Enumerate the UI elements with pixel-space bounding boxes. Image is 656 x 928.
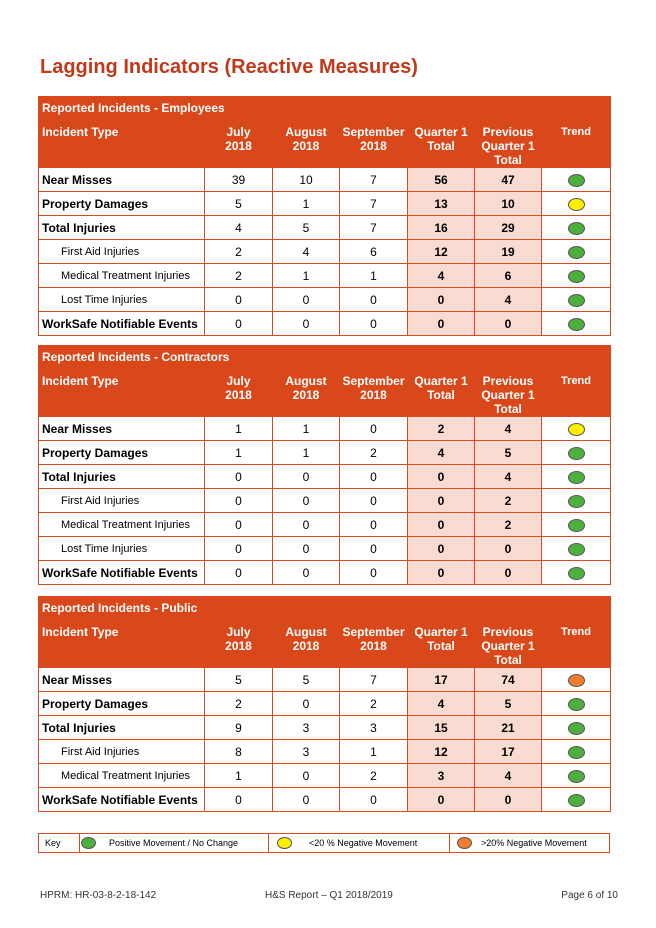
cell-july: 0 [205,788,273,812]
trend-yellow-circle-icon [568,423,585,436]
table-row [39,740,611,764]
col-q1-total: Quarter 1 Total [408,368,475,417]
cell-september: 0 [340,312,408,336]
cell-july: 4 [205,216,273,240]
table-row [39,417,611,441]
trend-green-circle-icon [568,495,585,508]
col-august: August 2018 [273,119,340,168]
cell-previous-total: 29 [475,216,542,240]
trend-green-circle-icon [568,294,585,307]
cell-q1-total: 0 [408,513,475,537]
cell-september: 2 [340,692,408,716]
cell-trend [542,740,611,764]
cell-july: 2 [205,240,273,264]
col-q1-total: Quarter 1 Total [408,619,475,668]
cell-q1-total: 0 [408,288,475,312]
cell-previous-total: 0 [475,537,542,561]
row-label: First Aid Injuries [39,240,205,264]
cell-august: 0 [273,764,340,788]
section-heading: Reported Incidents - Public [39,597,611,619]
legend-key [38,833,610,853]
cell-july: 1 [205,441,273,465]
table-row [39,537,611,561]
trend-green-circle-icon [568,567,585,580]
table-row [39,489,611,513]
table-row [39,264,611,288]
cell-q1-total: 3 [408,764,475,788]
orange-circle-icon [457,837,472,849]
trend-green-circle-icon [568,222,585,235]
cell-q1-total: 4 [408,441,475,465]
cell-august: 3 [273,716,340,740]
cell-july: 0 [205,537,273,561]
cell-september: 0 [340,417,408,441]
cell-september: 0 [340,288,408,312]
key-minor-label: <20 % Negative Movement [309,838,418,848]
cell-august: 1 [273,192,340,216]
cell-previous-total: 47 [475,168,542,192]
cell-august: 4 [273,240,340,264]
table-row [39,312,611,336]
cell-september: 3 [340,716,408,740]
cell-trend [542,465,611,489]
cell-previous-total: 0 [475,312,542,336]
incident-table [38,345,610,585]
table-row [39,288,611,312]
row-label: WorkSafe Notifiable Events [39,312,205,336]
cell-september: 0 [340,561,408,585]
yellow-circle-icon [277,837,292,849]
row-label: Near Misses [39,168,205,192]
cell-september: 0 [340,513,408,537]
cell-july: 5 [205,192,273,216]
cell-previous-total: 0 [475,788,542,812]
col-july: July 2018 [205,619,273,668]
table-row [39,788,611,812]
section-heading: Reported Incidents - Employees [39,97,611,119]
cell-trend [542,764,611,788]
cell-trend [542,441,611,465]
cell-q1-total: 0 [408,788,475,812]
table-row [39,513,611,537]
cell-august: 5 [273,216,340,240]
table-row [39,465,611,489]
trend-green-circle-icon [568,746,585,759]
cell-q1-total: 4 [408,692,475,716]
row-label: Property Damages [39,192,205,216]
cell-trend [542,312,611,336]
col-september: September 2018 [340,119,408,168]
cell-august: 3 [273,740,340,764]
cell-september: 7 [340,668,408,692]
cell-trend [542,537,611,561]
cell-previous-total: 21 [475,716,542,740]
key-major-label: >20% Negative Movement [481,838,587,848]
cell-trend [542,561,611,585]
row-label: Near Misses [39,417,205,441]
cell-previous-total: 5 [475,692,542,716]
green-circle-icon [81,837,96,849]
cell-september: 2 [340,441,408,465]
col-september: September 2018 [340,619,408,668]
cell-september: 0 [340,489,408,513]
cell-previous-total: 6 [475,264,542,288]
col-trend: Trend [542,619,611,668]
row-label: Total Injuries [39,216,205,240]
col-trend: Trend [542,368,611,417]
row-label: WorkSafe Notifiable Events [39,788,205,812]
footer-report-title: H&S Report – Q1 2018/2019 [265,890,393,901]
cell-september: 0 [340,465,408,489]
trend-green-circle-icon [568,270,585,283]
cell-trend [542,668,611,692]
cell-august: 0 [273,465,340,489]
cell-july: 8 [205,740,273,764]
trend-green-circle-icon [568,174,585,187]
cell-july: 0 [205,288,273,312]
cell-august: 5 [273,668,340,692]
table-row [39,240,611,264]
cell-august: 0 [273,489,340,513]
cell-august: 0 [273,692,340,716]
cell-previous-total: 4 [475,764,542,788]
cell-previous-total: 17 [475,740,542,764]
cell-trend [542,240,611,264]
cell-september: 0 [340,788,408,812]
trend-green-circle-icon [568,543,585,556]
table-row [39,716,611,740]
cell-july: 2 [205,264,273,288]
cell-trend [542,716,611,740]
col-incident-type: Incident Type [39,119,205,168]
table-row [39,441,611,465]
trend-green-circle-icon [568,246,585,259]
trend-green-circle-icon [568,698,585,711]
col-incident-type: Incident Type [39,619,205,668]
col-trend: Trend [542,119,611,168]
cell-august: 0 [273,537,340,561]
cell-september: 1 [340,264,408,288]
key-positive-label: Positive Movement / No Change [109,838,239,848]
trend-orange-circle-icon [568,674,585,687]
table-row [39,192,611,216]
row-label: Total Injuries [39,465,205,489]
incident-table [38,96,610,336]
trend-green-circle-icon [568,722,585,735]
col-q1-total: Quarter 1 Total [408,119,475,168]
row-label: First Aid Injuries [39,740,205,764]
cell-july: 0 [205,465,273,489]
cell-trend [542,417,611,441]
table-row [39,692,611,716]
cell-september: 7 [340,216,408,240]
cell-previous-total: 74 [475,668,542,692]
cell-july: 1 [205,764,273,788]
trend-green-circle-icon [568,519,585,532]
cell-q1-total: 2 [408,417,475,441]
table-row [39,168,611,192]
cell-previous-total: 2 [475,513,542,537]
cell-trend [542,168,611,192]
row-label: Near Misses [39,668,205,692]
cell-july: 0 [205,312,273,336]
row-label: Lost Time Injuries [39,537,205,561]
cell-september: 0 [340,537,408,561]
trend-green-circle-icon [568,318,585,331]
cell-q1-total: 56 [408,168,475,192]
cell-q1-total: 0 [408,537,475,561]
cell-trend [542,692,611,716]
cell-previous-total: 5 [475,441,542,465]
cell-q1-total: 0 [408,465,475,489]
cell-previous-total: 4 [475,288,542,312]
trend-green-circle-icon [568,471,585,484]
cell-august: 10 [273,168,340,192]
cell-q1-total: 13 [408,192,475,216]
col-previous-q1-total: Previous Quarter 1 Total [475,368,542,417]
cell-q1-total: 4 [408,264,475,288]
key-label: Key [45,838,61,848]
cell-july: 0 [205,561,273,585]
cell-july: 5 [205,668,273,692]
cell-q1-total: 15 [408,716,475,740]
col-july: July 2018 [205,119,273,168]
cell-august: 0 [273,788,340,812]
cell-trend [542,192,611,216]
cell-september: 2 [340,764,408,788]
cell-july: 2 [205,692,273,716]
trend-green-circle-icon [568,770,585,783]
row-label: Medical Treatment Injuries [39,764,205,788]
cell-july: 0 [205,513,273,537]
cell-q1-total: 16 [408,216,475,240]
cell-q1-total: 0 [408,312,475,336]
cell-previous-total: 10 [475,192,542,216]
row-label: Total Injuries [39,716,205,740]
col-august: August 2018 [273,368,340,417]
col-july: July 2018 [205,368,273,417]
cell-q1-total: 17 [408,668,475,692]
cell-august: 0 [273,288,340,312]
row-label: Medical Treatment Injuries [39,513,205,537]
cell-july: 0 [205,489,273,513]
section-heading: Reported Incidents - Contractors [39,346,611,368]
cell-august: 0 [273,312,340,336]
cell-previous-total: 4 [475,417,542,441]
cell-september: 6 [340,240,408,264]
cell-q1-total: 0 [408,561,475,585]
trend-green-circle-icon [568,794,585,807]
cell-july: 9 [205,716,273,740]
cell-july: 39 [205,168,273,192]
cell-q1-total: 0 [408,489,475,513]
row-label: First Aid Injuries [39,489,205,513]
cell-september: 1 [340,740,408,764]
table-row [39,216,611,240]
trend-yellow-circle-icon [568,198,585,211]
cell-august: 0 [273,561,340,585]
table-row [39,561,611,585]
cell-trend [542,489,611,513]
cell-august: 1 [273,441,340,465]
cell-august: 1 [273,264,340,288]
cell-august: 1 [273,417,340,441]
page-title: Lagging Indicators (Reactive Measures) [40,56,418,78]
table-row [39,764,611,788]
table-row [39,668,611,692]
row-label: Property Damages [39,441,205,465]
cell-trend [542,264,611,288]
row-label: WorkSafe Notifiable Events [39,561,205,585]
row-label: Lost Time Injuries [39,288,205,312]
footer-page-number: Page 6 of 10 [561,890,618,901]
col-august: August 2018 [273,619,340,668]
col-previous-q1-total: Previous Quarter 1 Total [475,119,542,168]
cell-previous-total: 0 [475,561,542,585]
cell-q1-total: 12 [408,740,475,764]
row-label: Property Damages [39,692,205,716]
cell-trend [542,513,611,537]
col-september: September 2018 [340,368,408,417]
cell-trend [542,216,611,240]
incident-table [38,596,610,812]
cell-september: 7 [340,168,408,192]
col-incident-type: Incident Type [39,368,205,417]
cell-trend [542,288,611,312]
footer-doc-ref: HPRM: HR-03-8-2-18-142 [40,890,157,901]
row-label: Medical Treatment Injuries [39,264,205,288]
cell-previous-total: 4 [475,465,542,489]
cell-july: 1 [205,417,273,441]
col-previous-q1-total: Previous Quarter 1 Total [475,619,542,668]
cell-september: 7 [340,192,408,216]
cell-august: 0 [273,513,340,537]
cell-previous-total: 2 [475,489,542,513]
cell-previous-total: 19 [475,240,542,264]
trend-green-circle-icon [568,447,585,460]
cell-trend [542,788,611,812]
cell-q1-total: 12 [408,240,475,264]
